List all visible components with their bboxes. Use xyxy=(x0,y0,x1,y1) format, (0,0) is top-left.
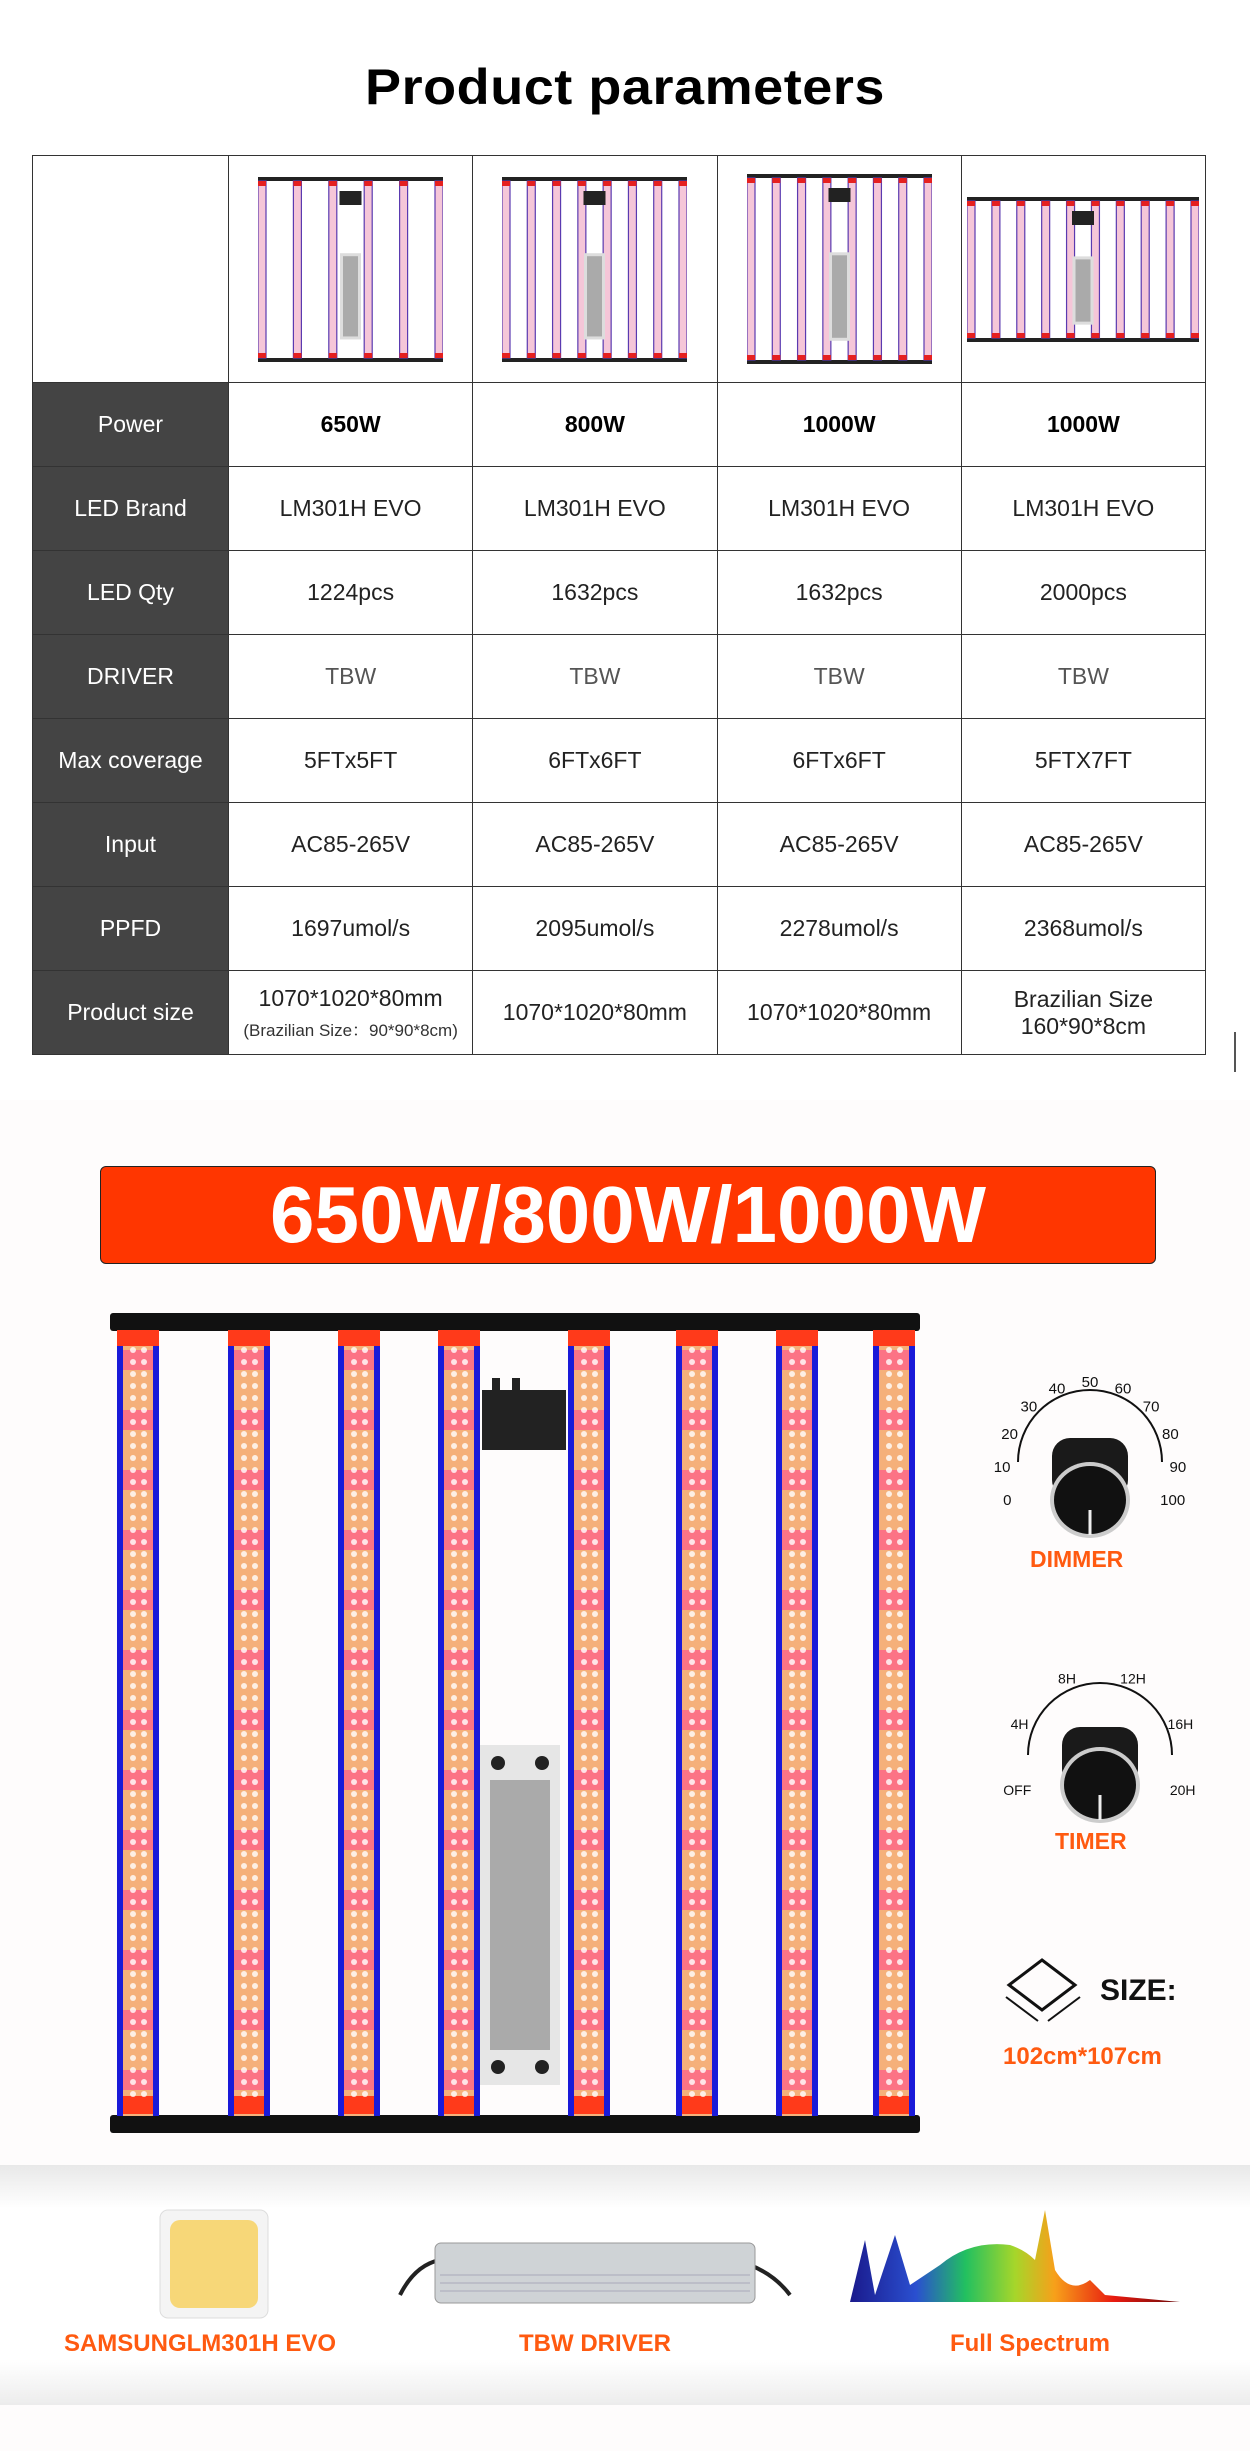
table-row xyxy=(33,803,1206,887)
table-cell: 1632pcs xyxy=(473,551,717,635)
thumb-bar xyxy=(772,178,780,360)
dimmer-label: DIMMER xyxy=(1030,1546,1124,1572)
table-cell: TBW xyxy=(717,635,961,719)
led-bar xyxy=(117,1330,159,2116)
led-bar xyxy=(438,1330,480,2116)
table-cell: TBW xyxy=(229,635,473,719)
thumb-controller xyxy=(1072,211,1094,225)
led-bar xyxy=(338,1330,380,2116)
dimmer-tick-label: 80 xyxy=(1162,1426,1179,1444)
row-header: Power xyxy=(33,383,229,467)
table-cell: 1697umol/s xyxy=(229,887,473,971)
thumb-bar xyxy=(797,178,805,360)
row-header: Product size xyxy=(33,971,229,1055)
thumb-bar xyxy=(873,178,881,360)
table-cell: AC85-265V xyxy=(473,803,717,887)
thumb-driver xyxy=(342,254,360,337)
thumb-bar xyxy=(1142,201,1150,338)
timer-tick-label: OFF xyxy=(1003,1782,1032,1799)
table-cell xyxy=(229,971,473,1055)
table-cell: 1224pcs xyxy=(229,551,473,635)
table-cell: TBW xyxy=(473,635,717,719)
model-thumb-cell xyxy=(473,156,717,383)
timer-tick-label: 20H xyxy=(1169,1782,1196,1799)
table-row xyxy=(33,383,1206,467)
timer-knob-icon xyxy=(1000,1655,1200,1825)
table-cell: AC85-265V xyxy=(961,803,1205,887)
divider-line xyxy=(1234,1032,1236,1072)
feature-label: Full Spectrum xyxy=(949,2330,1111,2357)
table-row xyxy=(33,551,1206,635)
thumb-bar xyxy=(992,201,1000,338)
led-bar xyxy=(676,1330,718,2116)
table-cell: 5FTX7FT xyxy=(961,719,1205,803)
size-label: SIZE: xyxy=(1100,1974,1177,2007)
timer-tick-label: 4H xyxy=(1010,1716,1029,1733)
table-cell: LM301H EVO xyxy=(229,467,473,551)
light-thumbnail xyxy=(967,197,1199,342)
thumb-bar xyxy=(654,181,662,358)
dimmer-knob-icon xyxy=(990,1370,1190,1540)
dimmer-tick-label: 50 xyxy=(1081,1374,1099,1391)
thumb-bar xyxy=(747,178,755,360)
table-cell: 2095umol/s xyxy=(473,887,717,971)
driver-icon xyxy=(395,2235,795,2310)
table-row xyxy=(33,467,1206,551)
thumb-bar xyxy=(329,181,337,358)
thumb-bar xyxy=(1191,201,1199,338)
table-cell: LM301H EVO xyxy=(717,467,961,551)
dimensions-icon xyxy=(1000,1955,1085,2025)
size-sub: 160*90*8cm xyxy=(1020,1012,1147,1039)
driver xyxy=(480,1745,560,2085)
corner-cell xyxy=(33,156,229,383)
thumb-bar xyxy=(967,201,975,338)
led-bar xyxy=(873,1330,915,2116)
table-row-images xyxy=(33,156,1206,383)
table-cell: AC85-265V xyxy=(229,803,473,887)
thumb-driver xyxy=(830,254,848,339)
thumb-bar xyxy=(364,181,372,358)
table-cell: 1000W xyxy=(717,383,961,467)
thumb-bar xyxy=(924,178,932,360)
spectrum-icon xyxy=(850,2210,1180,2305)
table-cell: 1632pcs xyxy=(717,551,961,635)
thumb-bar xyxy=(502,181,510,358)
row-header: Input xyxy=(33,803,229,887)
table-cell: 6FTx6FT xyxy=(473,719,717,803)
table-cell: 1070*1020*80mm xyxy=(717,971,961,1055)
thumb-bar xyxy=(400,181,408,358)
table-cell: 650W xyxy=(229,383,473,467)
table-cell: TBW xyxy=(961,635,1205,719)
table-row xyxy=(33,971,1206,1055)
table-row xyxy=(33,887,1206,971)
table-cell: 1000W xyxy=(961,383,1205,467)
controller-box xyxy=(482,1390,566,1450)
thumb-bar xyxy=(1042,201,1050,338)
table-row xyxy=(33,635,1206,719)
thumb-bar xyxy=(258,181,266,358)
table-cell: LM301H EVO xyxy=(961,467,1205,551)
page-title: Product parameters xyxy=(365,59,885,115)
table-cell: 1070*1020*80mm xyxy=(473,971,717,1055)
grow-light-fixture xyxy=(110,1310,930,2140)
dimmer-tick-label: 10 xyxy=(993,1458,1011,1476)
table-cell: 800W xyxy=(473,383,717,467)
thumb-bar xyxy=(629,181,637,358)
size-sub: (Brazilian Size：90*90*8cm) xyxy=(243,1020,458,1040)
bottom-rail xyxy=(110,2115,920,2133)
led-bar xyxy=(568,1330,610,2116)
led-bar xyxy=(228,1330,270,2116)
feature-label: TBW DRIVER xyxy=(519,2330,671,2357)
dimmer-tick-label: 40 xyxy=(1048,1380,1066,1398)
thumb-bar xyxy=(1117,201,1125,338)
thumb-controller xyxy=(584,191,606,205)
model-thumb-cell xyxy=(961,156,1205,383)
table-cell: 2000pcs xyxy=(961,551,1205,635)
timer-tick-label: 8H xyxy=(1058,1670,1076,1687)
thumb-bar xyxy=(898,178,906,360)
thumb-bar xyxy=(553,181,561,358)
thumb-controller xyxy=(340,191,362,205)
top-rail xyxy=(110,1313,920,1331)
row-header: LED Qty xyxy=(33,551,229,635)
dimmer-tick-label: 30 xyxy=(1020,1398,1038,1416)
dimmer-tick-label: 100 xyxy=(1160,1492,1186,1510)
size-main: Brazilian Size xyxy=(1013,985,1154,1012)
table-cell xyxy=(961,971,1205,1055)
thumb-bar xyxy=(679,181,687,358)
thumb-bar xyxy=(435,181,443,358)
dimmer-tick-label: 70 xyxy=(1142,1398,1160,1416)
table-cell: 2368umol/s xyxy=(961,887,1205,971)
timer-tick-label: 12H xyxy=(1120,1670,1146,1687)
model-thumb-cell xyxy=(717,156,961,383)
wattage-banner: 650W/800W/1000W xyxy=(100,1166,1156,1264)
table-cell: 2278umol/s xyxy=(717,887,961,971)
feature-label: SAMSUNGLM301H EVO xyxy=(63,2330,337,2357)
light-thumbnail xyxy=(502,177,687,362)
thumb-bar xyxy=(1166,201,1174,338)
size-value: 102cm*107cm xyxy=(1003,2043,1162,2070)
table-row xyxy=(33,719,1206,803)
dimmer-tick-label: 60 xyxy=(1114,1380,1132,1398)
row-header: PPFD xyxy=(33,887,229,971)
size-main: 1070*1020*80mm xyxy=(258,984,443,1011)
row-header: Max coverage xyxy=(33,719,229,803)
thumb-controller xyxy=(828,188,850,202)
table-cell: 5FTx5FT xyxy=(229,719,473,803)
led-bar xyxy=(776,1330,818,2116)
thumb-driver xyxy=(1074,257,1092,322)
table-cell: LM301H EVO xyxy=(473,467,717,551)
row-header: DRIVER xyxy=(33,635,229,719)
light-thumbnail xyxy=(258,177,443,362)
light-thumbnail xyxy=(747,174,932,364)
thumb-bar xyxy=(1017,201,1025,338)
row-header: LED Brand xyxy=(33,467,229,551)
thumb-driver xyxy=(586,254,604,337)
spec-table xyxy=(32,155,1206,1055)
table-cell: 6FTx6FT xyxy=(717,719,961,803)
dimmer-tick-label: 90 xyxy=(1169,1458,1187,1476)
dimmer-tick-label: 20 xyxy=(1001,1426,1018,1444)
thumb-bar xyxy=(294,181,302,358)
timer-tick-label: 16H xyxy=(1167,1716,1194,1733)
thumb-bar xyxy=(528,181,536,358)
timer-label: TIMER xyxy=(1055,1828,1127,1854)
model-thumb-cell xyxy=(229,156,473,383)
table-cell: AC85-265V xyxy=(717,803,961,887)
dimmer-tick-label: 0 xyxy=(1003,1492,1012,1510)
led-chip-icon xyxy=(158,2208,270,2320)
